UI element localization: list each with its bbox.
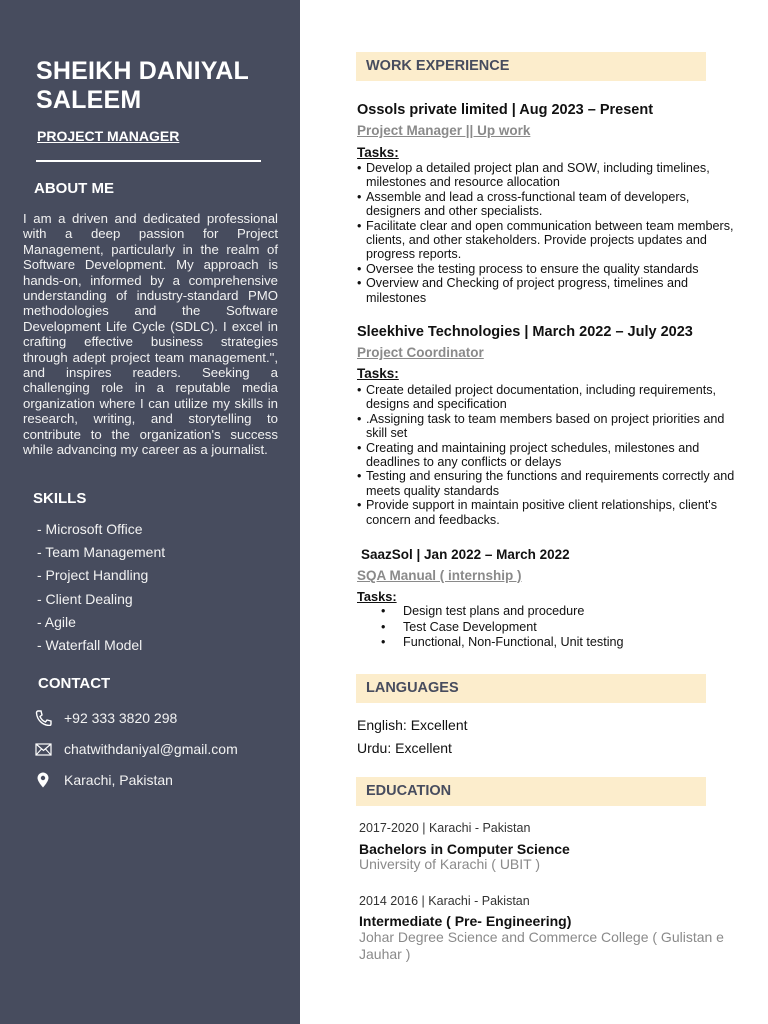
task-item: • Provide support in maintain positive client relationships, client's concern and feedbacks.	[357, 498, 742, 527]
job-title: Sleekhive Technologies | March 2022 – July 2023	[357, 324, 693, 340]
skill-item: - Agile	[37, 613, 76, 630]
work-experience-heading: WORK EXPERIENCE	[356, 52, 706, 81]
contact-email-row	[34, 741, 238, 757]
skill-item: - Client Dealing	[37, 590, 133, 607]
candidate-role: PROJECT MANAGER	[37, 128, 180, 144]
job-title: SaazSol | Jan 2022 – March 2022	[361, 547, 570, 562]
skill-item: - Microsoft Office	[37, 521, 143, 537]
skill-item: - Waterfall Model	[37, 636, 143, 653]
education-meta: 2014 2016 | Karachi - Pakistan	[359, 894, 530, 908]
task-item: • Test Case Development	[357, 620, 742, 636]
job-title: Ossols private limited | Aug 2023 – Present	[357, 102, 654, 118]
main-content	[300, 0, 768, 1024]
candidate-name: SHEIKH DANIYAL SALEEM	[36, 57, 249, 114]
task-item: • Facilitate clear and open communication between team members, clients, and other stakeholders. Provide projects updates and progress reports.	[357, 219, 742, 262]
tasks-label: Tasks:	[357, 145, 399, 160]
skill-item: - Project Handling	[37, 567, 149, 584]
contact-phone-row	[34, 710, 177, 726]
job-role: Project Coordinator	[357, 345, 484, 360]
task-item: • .Assigning task to team members based on project priorities and skill set	[357, 412, 742, 441]
education-meta: 2017-2020 | Karachi - Pakistan	[359, 821, 531, 835]
skills-heading: SKILLS	[33, 490, 87, 507]
task-list	[357, 604, 742, 651]
task-item: • Creating and maintaining project schedules, milestones and deadlines to any conflicts or delays	[357, 441, 742, 470]
task-item: • Overview and Checking of project progress, timelines and milestones	[357, 276, 742, 305]
skills-list	[37, 521, 165, 660]
task-item: • Functional, Non-Functional, Unit testing	[357, 635, 742, 651]
task-item: • Develop a detailed project plan and SOW, including timelines, milestones and resource allocation	[357, 161, 742, 190]
language-item: English: Excellent	[357, 717, 468, 733]
task-item: • Create detailed project documentation, including requirements, designs and specification	[357, 383, 742, 412]
education-degree: Bachelors in Computer Science	[359, 841, 570, 857]
sidebar	[0, 0, 300, 1024]
contact-heading: CONTACT	[38, 675, 111, 692]
contact-location-row	[34, 772, 173, 788]
task-item: • Design test plans and procedure	[357, 604, 742, 620]
task-list	[357, 161, 742, 305]
education-school: University of Karachi ( UBIT )	[359, 856, 541, 872]
about-heading: ABOUT ME	[34, 180, 114, 197]
contact-phone: +92 333 3820 298	[64, 710, 178, 726]
sidebar-divider	[36, 160, 261, 162]
education-school: Johar Degree Science and Commerce College ( Gulistan e Jauhar )	[359, 929, 724, 962]
envelope-icon	[34, 741, 52, 757]
contact-email[interactable]: chatwithdaniyal@gmail.com	[64, 741, 238, 757]
task-item: • Oversee the testing process to ensure the quality standards	[357, 262, 742, 276]
language-item: Urdu: Excellent	[357, 740, 452, 756]
languages-heading: LANGUAGES	[356, 674, 706, 703]
task-list	[357, 383, 742, 527]
tasks-label: Tasks:	[357, 589, 397, 604]
contact-location: Karachi, Pakistan	[64, 772, 173, 788]
task-item: • Assemble and lead a cross-functional team of developers, designers and other specialists.	[357, 190, 742, 219]
skill-item: - Team Management	[37, 544, 166, 561]
education-heading: EDUCATION	[356, 777, 706, 806]
map-pin-icon	[34, 772, 52, 788]
task-item: • Testing and ensuring the functions and requirements correctly and meets quality standards	[357, 469, 742, 498]
about-text: I am a driven and dedicated professional with a deep passion for Project Management, particularly in the realm of Software Development. My approach is hands-on, informed by a comprehensive understanding of industry-standard PMO methodologies and the Software Development Life Cycle (SDLC). I excel in crafting effective business strategies through adept project team management.", and inspires readers. Seeking a challenging role in a reputable media organization where I can utilize my skills in research, writing, and storytelling to contribute to the organization's success while advancing my career as a journalist.	[23, 211, 278, 458]
tasks-label: Tasks:	[357, 366, 399, 381]
phone-icon	[34, 710, 52, 726]
education-degree: Intermediate ( Pre- Engineering)	[359, 913, 572, 929]
job-role: SQA Manual ( internship )	[357, 568, 522, 583]
job-role: Project Manager || Up work	[357, 123, 531, 138]
